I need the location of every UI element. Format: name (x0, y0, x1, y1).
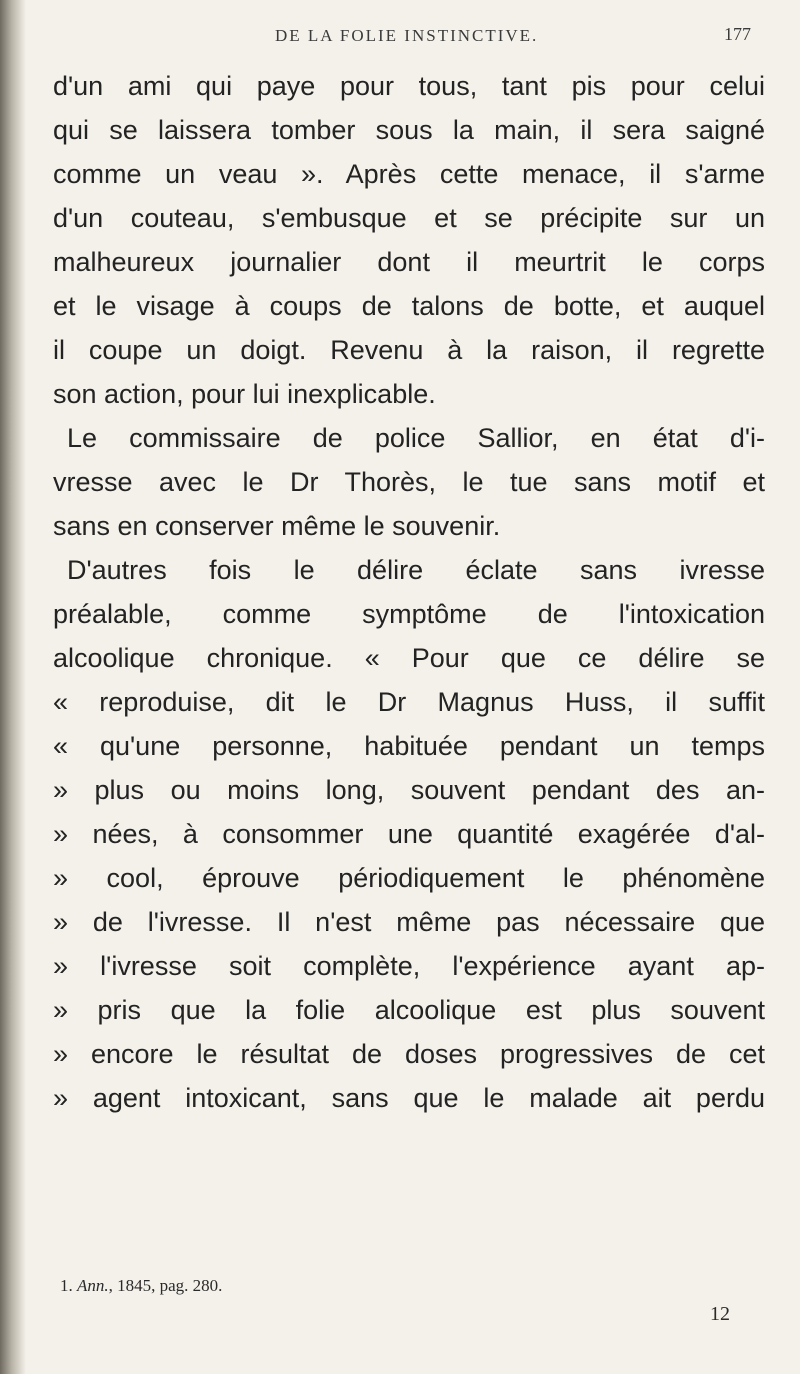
text-line: et le visage à coups de talons de botte, et auquel (53, 291, 765, 321)
text-line: » agent intoxicant, sans que le malade ait perdu (53, 1083, 765, 1113)
text-line: » de l'ivresse. Il n'est même pas nécessaire que (53, 907, 765, 937)
text-line: d'un couteau, s'embusque et se précipite sur un (53, 203, 765, 233)
footnote-marker: 1. (60, 1276, 73, 1295)
text-line: « qu'une personne, habituée pendant un temps (53, 731, 765, 761)
text-line: sans en conserver même le souvenir. (53, 511, 501, 541)
footnote-citation: , 1845, pag. 280. (108, 1276, 223, 1295)
text-line: D'autres fois le délire éclate sans ivresse (67, 555, 765, 585)
text-line: Le commissaire de police Sallior, en état d'i- (67, 423, 765, 453)
text-line: » cool, éprouve périodiquement le phénomène (53, 863, 765, 893)
text-line: son action, pour lui inexplicable. (53, 379, 436, 409)
signature-number: 12 (710, 1303, 730, 1325)
text-line: qui se laissera tomber sous la main, il sera saigné (53, 115, 765, 145)
text-line: d'un ami qui paye pour tous, tant pis pour celui (53, 71, 765, 101)
text-line: il coupe un doigt. Revenu à la raison, il regrette (53, 335, 765, 365)
text-line: vresse avec le Dr Thorès, le tue sans motif et (53, 467, 765, 497)
text-line: préalable, comme symptôme de l'intoxication (53, 599, 765, 629)
text-line: » nées, à consommer une quantité exagérée d'al- (53, 819, 765, 849)
footnote (60, 1276, 222, 1296)
running-header: DE LA FOLIE INSTINCTIVE. (275, 26, 539, 45)
text-line: » encore le résultat de doses progressives de cet (53, 1039, 765, 1069)
binding-gutter-shadow (0, 0, 26, 1374)
text-line: « reproduise, dit le Dr Magnus Huss, il suffit (53, 687, 765, 717)
text-line: comme un veau ». Après cette menace, il s'arme (53, 159, 765, 189)
text-line: » pris que la folie alcoolique est plus souvent (53, 995, 765, 1025)
text-line: » l'ivresse soit complète, l'expérience ayant ap- (53, 951, 765, 981)
text-line: malheureux journalier dont il meurtrit le corps (53, 247, 765, 277)
text-line: » plus ou moins long, souvent pendant des an- (53, 775, 765, 805)
footnote-journal: Ann. (77, 1276, 109, 1295)
text-line: alcoolique chronique. « Pour que ce délire se (53, 643, 765, 673)
body-text (53, 64, 765, 1120)
page-number: 177 (724, 24, 751, 44)
